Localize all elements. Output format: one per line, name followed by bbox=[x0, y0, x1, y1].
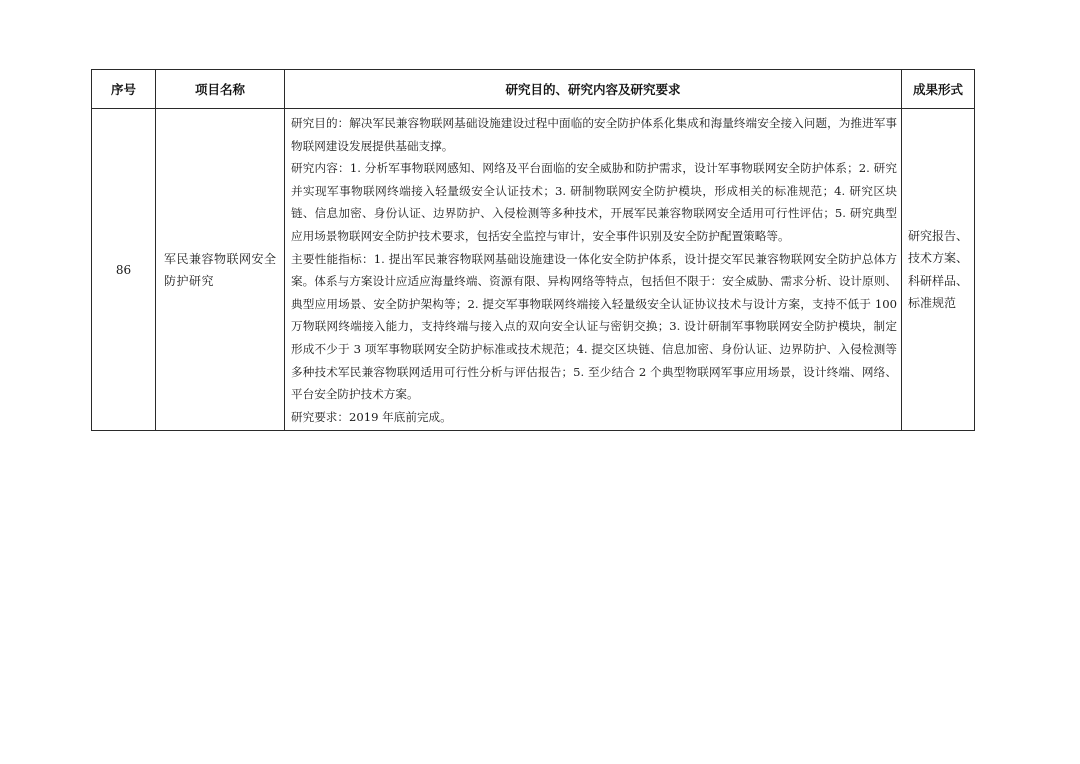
performance-indicators: 主要性能指标：1. 提出军民兼容物联网基础设施建设一体化安全防护体系，设计提交军民兼容物联网安全防护总体方案。体系与方案设计应适应海量终端、资源有限、异构网络等特点，包括但不限于：安全威胁、需求分析、设计原则、典型应用场景、安全防护架构等；2. 提交军事物联网终端接入轻量级安全认证协议技术与设计方案，支持不低于 100 万物联网终端接入能力，支持终端与接入点的双向安全认证与密钥交换；3. 设计研制军事物联网安全防护模块，制定形成不少于 3 项军事物联网安全防护标准或技术规范；4. 提交区块链、信息加密、身份认证、边界防护、入侵检测等多种技术军民兼容物联网适用可行性分析与评估报告；5. 至少结合 2 个典型物联网军事应用场景，设计终端、网络、平台安全防护技术方案。 bbox=[291, 251, 897, 402]
header-name: 项目名称 bbox=[156, 70, 285, 109]
row-result-forms bbox=[902, 109, 975, 431]
research-purpose: 研究目的：解决军民兼容物联网基础设施建设过程中面临的安全防护体系化集成和海量终端安全接入问题，为推进军事物联网建设发展提供基础支撑。 bbox=[291, 116, 897, 153]
project-table bbox=[91, 69, 975, 431]
result-item: 标准规范 bbox=[908, 296, 957, 311]
table-header-row bbox=[92, 70, 975, 109]
research-content: 研究内容：1. 分析军事物联网感知、网络及平台面临的安全威胁和防护需求，设计军事物联网安全防护体系；2. 研究并实现军事物联网终端接入轻量级安全认证技术；3. 研制物联网安全防护模块，形成相关的标准规范；4. 研究区块链、信息加密、身份认证、边界防护、入侵检测等多种技术，开展军民兼容物联网安全适用可行性评估；5. 研究典型应用场景物联网安全防护技术要求，包括安全监控与审计，安全事件识别及安全防护配置策略等。 bbox=[291, 161, 897, 243]
result-item: 科研样品、 bbox=[908, 273, 969, 288]
header-result: 成果形式 bbox=[902, 70, 975, 109]
research-requirement: 研究要求：2019 年底前完成。 bbox=[291, 409, 452, 424]
header-content: 研究目的、研究内容及研究要求 bbox=[285, 70, 902, 109]
header-seq: 序号 bbox=[92, 70, 156, 109]
row-seq: 86 bbox=[92, 109, 156, 431]
table-row bbox=[92, 109, 975, 431]
result-item: 技术方案、 bbox=[908, 251, 969, 266]
result-item: 研究报告、 bbox=[908, 228, 969, 243]
row-project-name: 军民兼容物联网安全防护研究 bbox=[156, 109, 285, 431]
row-content bbox=[285, 109, 902, 431]
